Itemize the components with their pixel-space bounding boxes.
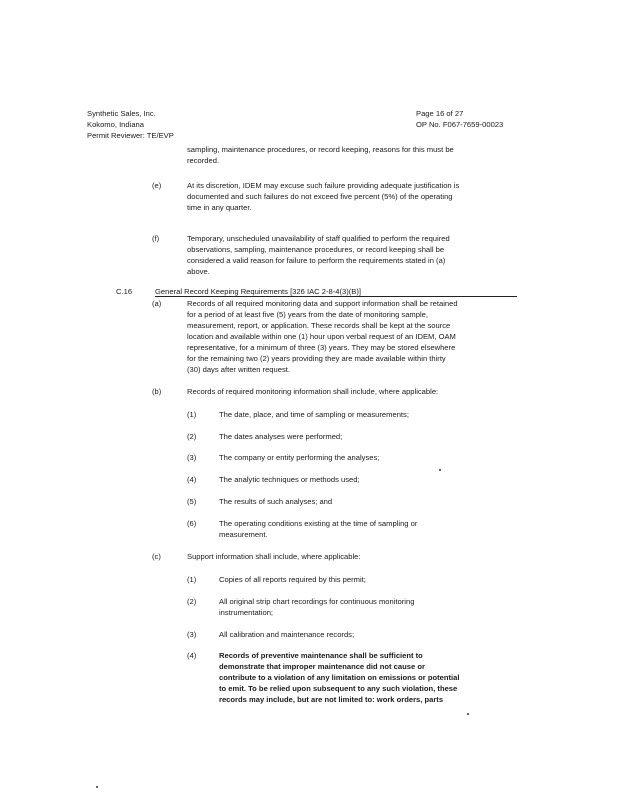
scan-speck bbox=[467, 713, 469, 715]
b-sub-5-text: The results of such analyses; and bbox=[219, 497, 333, 506]
item-e-text bbox=[187, 180, 459, 213]
item-a-text bbox=[187, 298, 458, 375]
item-c-intro: Support information shall include, where applicable: bbox=[187, 552, 361, 561]
page-number: Page 16 of 27 bbox=[416, 109, 464, 118]
item-b-label: (b) bbox=[152, 387, 162, 396]
b-sub-2-text: The dates analyses were performed; bbox=[219, 432, 343, 441]
text-line: Records of preventive maintenance shall be sufficient to bbox=[219, 651, 423, 660]
c-sub-4-text bbox=[219, 650, 460, 705]
continued-paragraph bbox=[187, 144, 454, 166]
text-line: to emit. To be relied upon subsequent to any such violation, these bbox=[219, 684, 458, 693]
item-f-text bbox=[187, 233, 450, 277]
scan-speck bbox=[439, 469, 441, 471]
text-line: contribute to a violation of any limitation on emissions or potential bbox=[219, 673, 460, 682]
text-line: At its discretion, IDEM may excuse such failure providing adequate justification is bbox=[187, 181, 460, 190]
b-sub-5-num: (5) bbox=[187, 497, 197, 506]
company-location: Kokomo, Indiana bbox=[87, 120, 144, 129]
text-line: sampling, maintenance procedures, or record keeping, reasons for this must be bbox=[187, 145, 454, 154]
c-sub-3-text: All calibration and maintenance records; bbox=[219, 630, 355, 639]
text-line: instrumentation; bbox=[219, 608, 274, 617]
text-line: measurement, report, or application. These records shall be kept at the source bbox=[187, 321, 451, 330]
text-line: location and available within one (1) hour upon verbal request of an IDEM, OAM bbox=[187, 332, 456, 341]
b-sub-4-text: The analytic techniques or methods used; bbox=[219, 475, 360, 484]
text-line: (30) days after written request. bbox=[187, 365, 290, 374]
permit-reviewer: Permit Reviewer: TE/EVP bbox=[87, 131, 174, 140]
text-line: recorded. bbox=[187, 156, 220, 165]
text-line: The operating conditions existing at the time of sampling or bbox=[219, 519, 418, 528]
section-number: C.16 bbox=[116, 287, 133, 296]
b-sub-3-text: The company or entity performing the analyses; bbox=[219, 453, 380, 462]
item-c-label: (c) bbox=[152, 552, 161, 561]
b-sub-6-num: (6) bbox=[187, 519, 197, 528]
item-f-label: (f) bbox=[152, 234, 160, 243]
text-line: for a period of at least five (5) years from the date of monitoring sample, bbox=[187, 310, 429, 319]
c-sub-1-text: Copies of all reports required by this permit; bbox=[219, 575, 366, 584]
text-line: records may include, but are not limited to: work orders, parts bbox=[219, 695, 444, 704]
item-b-intro: Records of required monitoring information shall include, where applicable: bbox=[187, 387, 439, 396]
text-line: All original strip chart recordings for continuous monitoring bbox=[219, 597, 415, 606]
text-line: observations, sampling, maintenance procedures, or record keeping shall be bbox=[187, 245, 445, 254]
scan-speck bbox=[96, 786, 98, 788]
b-sub-2-num: (2) bbox=[187, 432, 197, 441]
c-sub-3-num: (3) bbox=[187, 630, 197, 639]
text-line: Temporary, unscheduled unavailability of staff qualified to perform the required bbox=[187, 234, 450, 243]
c-sub-2-num: (2) bbox=[187, 597, 197, 606]
section-title: General Record Keeping Requirements [326 IAC 2-8-4(3)(B)] bbox=[155, 287, 361, 296]
text-line: Records of all required monitoring data and support information shall be retained bbox=[187, 299, 458, 308]
c-sub-2-text bbox=[219, 596, 414, 618]
text-line: for the remaining two (2) years providing they are made available within thirty bbox=[187, 354, 446, 363]
text-line: demonstrate that improper maintenance did not cause or bbox=[219, 662, 425, 671]
company-name: Synthetic Sales, Inc. bbox=[87, 109, 156, 118]
text-line: above. bbox=[187, 267, 210, 276]
text-line: representative, for a minimum of three (3) years. They may be stored elsewhere bbox=[187, 343, 456, 352]
b-sub-3-num: (3) bbox=[187, 453, 197, 462]
item-e-label: (e) bbox=[152, 181, 162, 190]
c-sub-1-num: (1) bbox=[187, 575, 197, 584]
text-line: time in any quarter. bbox=[187, 203, 252, 212]
c-sub-4-num: (4) bbox=[187, 651, 197, 660]
b-sub-1-num: (1) bbox=[187, 410, 197, 419]
item-a-label: (a) bbox=[152, 299, 162, 308]
b-sub-6-text bbox=[219, 518, 417, 540]
header-left bbox=[87, 108, 174, 141]
text-line: considered a valid reason for failure to perform the requirements stated in (a) bbox=[187, 256, 446, 265]
b-sub-1-text: The date, place, and time of sampling or measurements; bbox=[219, 410, 409, 419]
b-sub-4-num: (4) bbox=[187, 475, 197, 484]
text-line: documented and such failures do not exceed five percent (5%) of the operating bbox=[187, 192, 453, 201]
op-number: OP No. F067-7659-00023 bbox=[416, 120, 504, 129]
section-title-underline bbox=[155, 296, 517, 297]
text-line: measurement. bbox=[219, 530, 268, 539]
header-right bbox=[416, 108, 503, 130]
